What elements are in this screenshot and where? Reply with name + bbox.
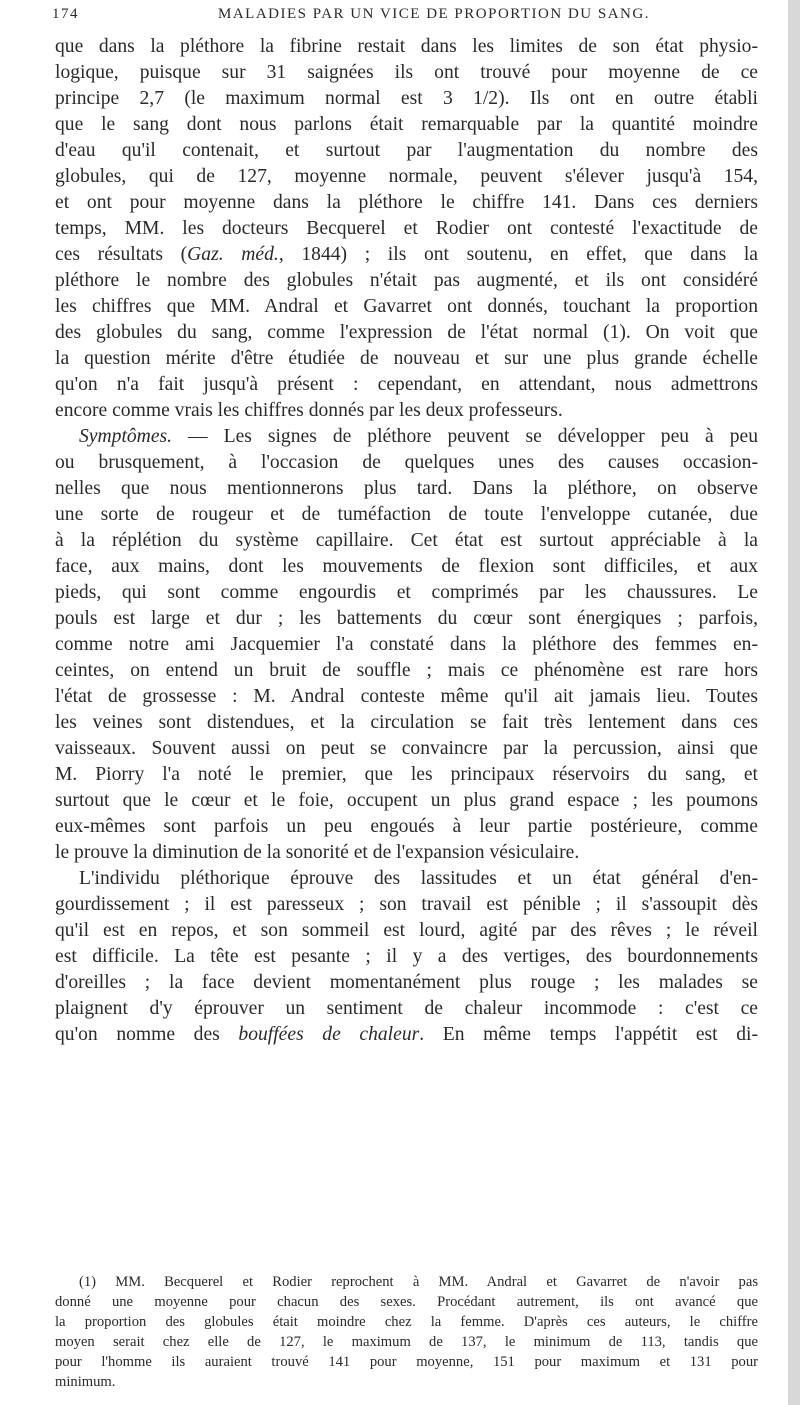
text-line: la question mérite d'être étudiée de nouveau et sur une plus grande échelle [55,348,758,369]
text-line: M. Piorry l'a noté le premier, que les principaux réservoirs du sang, et [55,764,758,785]
page-edge-shadow [788,0,800,1405]
text-line: temps, MM. les docteurs Becquerel et Rodier ont contesté l'exactitude de [55,218,758,239]
text-line: le prouve la diminution de la sonorité et de l'expansion vésiculaire. [55,842,580,863]
text-line: ces résultats (Gaz. méd., 1844) ; ils ont soutenu, en effet, que dans la [55,244,758,265]
text-line: surtout que le cœur et le foie, occupent un plus grand espace ; les poumons [55,790,758,811]
text-line: encore comme vrais les chiffres donnés par les deux professeurs. [55,400,563,421]
body-text [55,34,758,1048]
text-line: pléthore le nombre des globules n'était pas augmenté, et ils ont considéré [55,270,758,291]
text-line: qu'on nomme des bouffées de chaleur. En même temps l'appétit est di- [55,1024,758,1045]
text-line: que le sang dont nous parlons était remarquable par la quantité moindre [55,114,758,135]
text-line: est difficile. La tête est pesante ; il y a des vertiges, des bourdonnements [55,946,758,967]
footnote-line: la proportion des globules était moindre chez la femme. D'après ces auteurs, le chiffre [55,1314,758,1330]
text-line: nelles que nous mentionnerons plus tard. Dans la pléthore, on observe [55,478,758,499]
text-line: eux-mêmes sont parfois un peu engoués à leur partie postérieure, comme [55,816,758,837]
text-line: et ont pour moyenne dans la pléthore le chiffre 141. Dans ces derniers [55,192,758,213]
text-line: plaignent d'y éprouver un sentiment de chaleur incommode : c'est ce [55,998,758,1019]
text-line: à la réplétion du système capillaire. Cet état est surtout appréciable à la [55,530,758,551]
text-line: ceintes, on entend un bruit de souffle ; mais ce phénomène est rare hors [55,660,758,681]
text-line: d'eau qu'il contenait, et surtout par l'augmentation du nombre des [55,140,758,161]
footnote-line: minimum. [55,1374,116,1390]
text-line: ou brusquement, à l'occasion de quelques unes des causes occasion- [55,452,758,473]
footnote-line: moyen serait chez elle de 127, le maximum de 137, le minimum de 113, tandis que [55,1334,758,1350]
page-header [52,6,776,32]
text-line: l'état de grossesse : M. Andral conteste même qu'il ait jamais lieu. Toutes [55,686,758,707]
footnote-line: pour l'homme ils auraient trouvé 141 pour moyenne, 151 pour maximum et 131 pour [55,1354,758,1370]
text-line: globules, qui de 127, moyenne normale, peuvent s'élever jusqu'à 154, [55,166,758,187]
text-line: logique, puisque sur 31 saignées ils ont trouvé pour moyenne de ce [55,62,758,83]
text-line: les chiffres que MM. Andral et Gavarret ont donnés, touchant la proportion [55,296,758,317]
page-number: 174 [52,6,79,22]
text-line: principe 2,7 (le maximum normal est 3 1/2). Ils ont en outre établi [55,88,758,109]
text-line: des globules du sang, comme l'expression de l'état normal (1). On voit que [55,322,758,343]
text-line: d'oreilles ; la face devient momentanément plus rouge ; les malades se [55,972,758,993]
text-line: que dans la pléthore la fibrine restait dans les limites de son état physio- [55,36,758,57]
footnote-line: (1) MM. Becquerel et Rodier reprochent à MM. Andral et Gavarret de n'avoir pas [79,1274,758,1290]
text-line: gourdissement ; il est paresseux ; son travail est pénible ; il s'assoupit dès [55,894,758,915]
text-line: les veines sont distendues, et la circulation se fait très lentement dans ces [55,712,758,733]
text-line: une sorte de rougeur et de tuméfaction de toute l'enveloppe cutanée, due [55,504,758,525]
paragraph-start-line: L'individu pléthorique éprouve des lassitudes et un état général d'en- [79,868,758,889]
text-line: qu'il est en repos, et son sommeil est lourd, agité par des rêves ; le réveil [55,920,758,941]
running-title: MALADIES PAR UN VICE DE PROPORTION DU SANG. [218,6,650,22]
text-line: pieds, qui sont comme engourdis et comprimés par les chaussures. Le [55,582,758,603]
text-line: vaisseaux. Souvent aussi on peut se convaincre par la percussion, ainsi que [55,738,758,759]
text-line: pouls est large et dur ; les battements du cœur sont énergiques ; parfois, [55,608,758,629]
text-line: qu'on n'a fait jusqu'à présent : cependant, en attendant, nous admettrons [55,374,758,395]
section-start-line: Symptômes. — Les signes de pléthore peuvent se développer peu à peu [79,426,758,447]
text-line: comme notre ami Jacquemier l'a constaté dans la pléthore des femmes en- [55,634,758,655]
footnote [55,1272,758,1392]
text-line: face, aux mains, dont les mouvements de flexion sont difficiles, et aux [55,556,758,577]
footnote-line: donné une moyenne pour chacun des sexes. Procédant autrement, ils ont avancé que [55,1294,758,1310]
